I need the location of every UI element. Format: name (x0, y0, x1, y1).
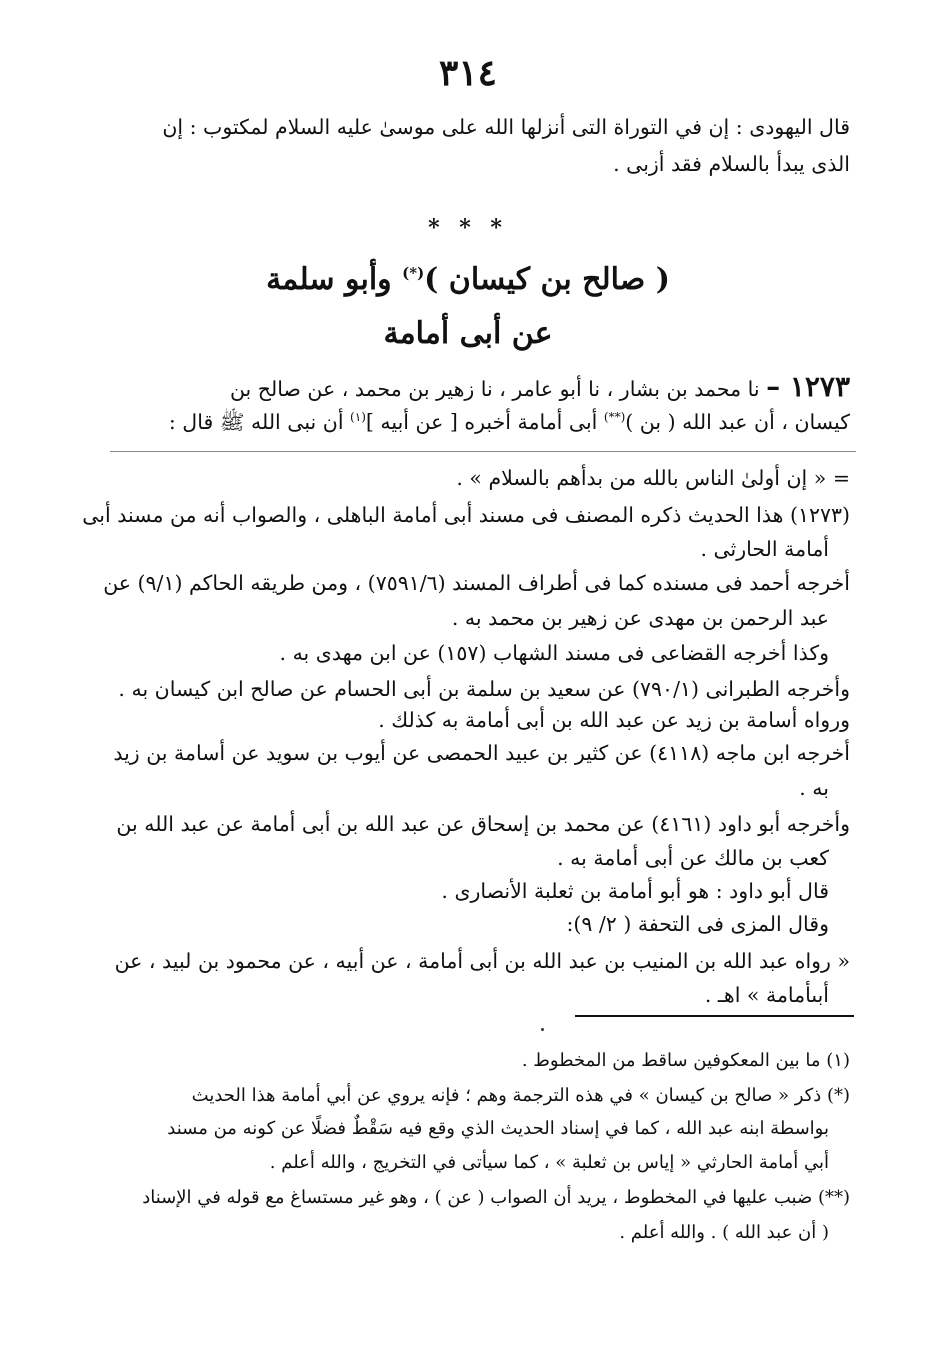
footnote-line: أبي أمامة الحارثي « إياس بن ثعلبة » ، كما سيأتى في التخريج ، والله أعلم . (269, 1152, 829, 1173)
commentary-line: وأخرجه أبو داود (٤١٦١) عن محمد بن إسحاق عن عبد الله بن أبى أمامة عن عبد الله بن (116, 812, 850, 836)
footnote-line: ( أن عبد الله ) . والله أعلم . (619, 1222, 829, 1243)
commentary-line: به . (799, 776, 829, 800)
commentary-line: = « إن أولىٰ الناس بالله من بدأهم بالسلام » . (456, 466, 850, 490)
footnote-line: (**) ضبب عليها في المخطوط ، يريد أن الصواب ( عن ) ، وهو غير مستساغ مع قوله في الإسناد (142, 1187, 850, 1208)
footnote-mark: (١) (350, 410, 366, 425)
commentary-line: وقال المزى فى التحفة ( ٢/ ٩): (566, 912, 829, 936)
commentary-line: كعب بن مالك عن أبى أمامة به . (557, 846, 829, 870)
commentary-line: أبىأمامة » اهـ . (704, 983, 829, 1007)
commentary-line: أمامة الحارثى . (700, 537, 829, 561)
section-heading-line-2: عن أبى أمامة (383, 316, 553, 351)
heading-subject-2: وأبو سلمة (266, 262, 403, 297)
page-number: ٣١٤ (438, 52, 497, 94)
commentary-line: ورواه أسامة بن زيد عن عبد الله بن أبى أمامة به كذلك . (378, 708, 850, 732)
commentary-line: قال أبو داود : هو أبو أمامة بن ثعلبة الأنصارى . (441, 879, 829, 903)
hadith-line-2 (169, 410, 850, 440)
heading-subject: ( صالح بن كيسان ) (424, 262, 670, 297)
footnote-line: بواسطة ابنه عبد الله ، كما في إسناد الحديث الذي وقع فيه سَقْطٌ فضلًا عن كونه من مسند (167, 1118, 829, 1139)
commentary-line: عبد الرحمن بن مهدى عن زهير بن محمد به . (451, 606, 829, 630)
heading-footnote-mark: (*) (402, 264, 425, 282)
commentary-line: « رواه عبد الله بن المنيب بن عبد الله بن أبى أمامة ، عن أبيه ، عن محمود بن لبيد ، عن (114, 949, 850, 973)
footnote-line: (*) ذكر « صالح بن كيسان » في هذه الترجمة وهم ؛ فإنه يروي عن أبي أمامة هذا الحديث (191, 1085, 850, 1106)
intro-line: قال اليهودى : إن في التوراة التى أنزلها الله على موسىٰ عليه السلام لمكتوب : إن (162, 115, 850, 139)
commentary-line: أخرجه أحمد فى مسنده كما فى أطراف المسند (٧٥٩١/٦) ، ومن طريقه الحاكم (٩/١) عن (103, 571, 850, 595)
hadith-line-1 (230, 370, 850, 403)
hadith-text: كيسان ، أن عبد الله ( بن ) (625, 410, 850, 434)
section-separator: * * * (428, 215, 508, 241)
commentary-line: وكذا أخرجه القضاعى فى مسند الشهاب (١٥٧) عن ابن مهدى به . (279, 641, 829, 665)
commentary-line: (١٢٧٣) هذا الحديث ذكره المصنف فى مسند أبى أمامة الباهلى ، والصواب أنه من مسند أبى (82, 503, 850, 527)
section-heading-line-1 (0, 262, 936, 297)
footnote-mark: (**) (603, 410, 626, 425)
section-rule (110, 451, 856, 452)
page-speck (541, 1028, 544, 1031)
hadith-text: أبى أمامة أخبره [ عن أبيه ] (365, 410, 604, 434)
intro-line: الذى يبدأ بالسلام فقد أزبى . (613, 152, 850, 176)
hadith-text: نا محمد بن بشار ، نا أبو عامر ، نا زهير بن محمد ، عن صالح بن (229, 377, 767, 401)
hadith-number: ١٢٧٣ – (766, 370, 850, 403)
footnote-line: (١) ما بين المعكوفين ساقط من المخطوط . (521, 1050, 850, 1071)
footnote-separator (575, 1015, 854, 1017)
hadith-text: أن نبى الله ﷺ قال : (168, 410, 351, 434)
commentary-line: وأخرجه الطبرانى (٧٩٠/١) عن سعيد بن سلمة بن أبى الحسام عن صالح ابن كيسان به . (118, 677, 850, 701)
commentary-line: أخرجه ابن ماجه (٤١١٨) عن كثير بن عبيد الحمصى عن أيوب بن سويد عن أسامة بن زيد (113, 741, 850, 765)
